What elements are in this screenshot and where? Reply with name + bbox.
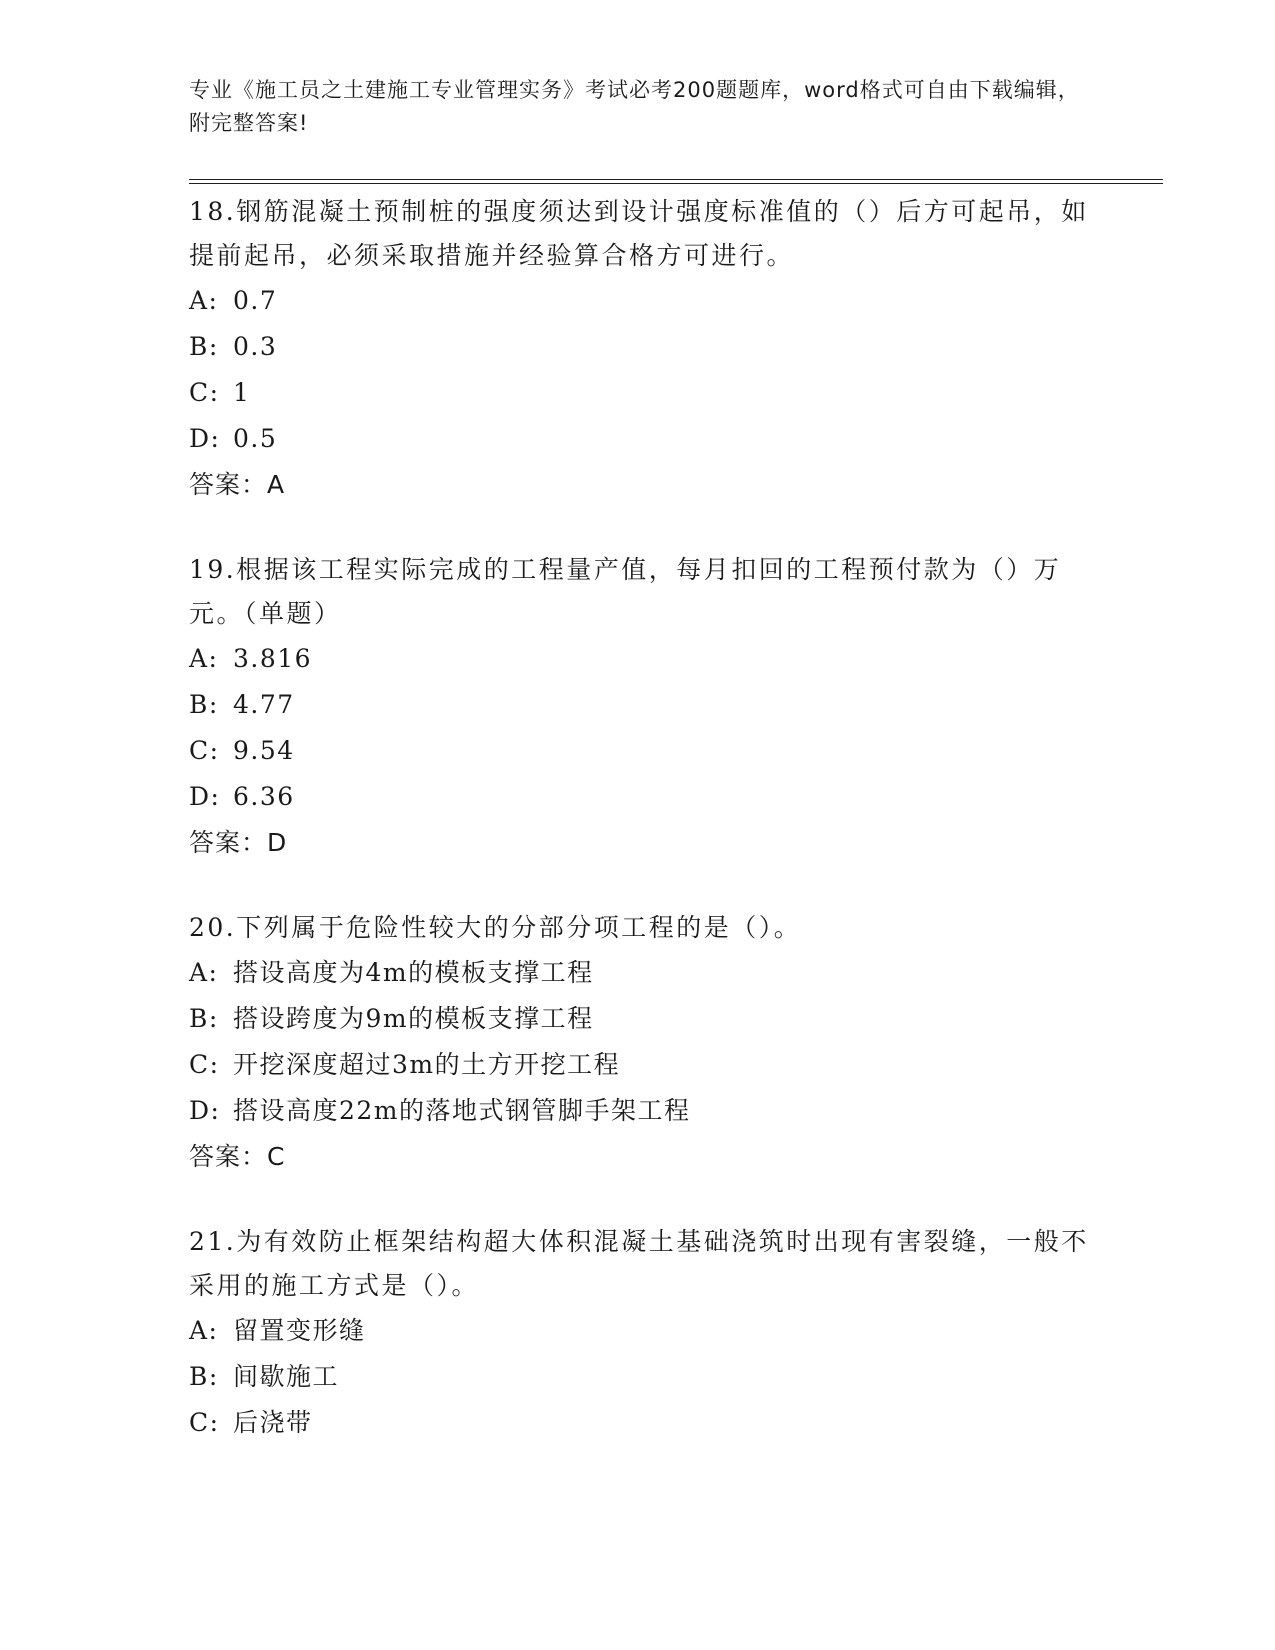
answer-line: 答案：C xyxy=(189,1142,286,1171)
option-value: 0.3 xyxy=(233,332,278,361)
option-value: 搭设跨度为9m的模板支撑工程 xyxy=(233,1004,594,1033)
question-text: 根据该工程实际完成的工程量产值，每月扣回的工程预付款为（）万元。（单题） xyxy=(189,555,1062,628)
option-key: B: xyxy=(189,690,219,719)
option-key: A: xyxy=(189,958,219,987)
option-d xyxy=(189,416,1089,462)
question-21 xyxy=(189,1220,1089,1446)
answer-line: 答案：D xyxy=(189,828,288,857)
option-b xyxy=(189,1354,1089,1400)
option-value: 后浇带 xyxy=(233,1408,313,1437)
option-value: 间歇施工 xyxy=(233,1362,340,1391)
option-d xyxy=(189,1088,1089,1134)
option-key: D: xyxy=(189,424,221,453)
option-value: 0.7 xyxy=(233,286,278,315)
option-b xyxy=(189,324,1089,370)
option-c xyxy=(189,1400,1089,1446)
question-19 xyxy=(189,548,1089,866)
option-a xyxy=(189,636,1089,682)
option-b xyxy=(189,996,1089,1042)
question-number: 19. xyxy=(189,555,237,584)
option-key: C: xyxy=(189,1408,220,1437)
option-key: A: xyxy=(189,1316,219,1345)
option-a xyxy=(189,950,1089,996)
option-c xyxy=(189,728,1089,774)
option-key: A: xyxy=(189,644,219,673)
document-header: 专业《施工员之土建施工专业管理实务》考试必考200题题库，word格式可自由下载编辑，附完整答案! xyxy=(189,78,1080,135)
option-d xyxy=(189,774,1089,820)
option-key: A: xyxy=(189,286,219,315)
option-value: 开挖深度超过3m的土方开挖工程 xyxy=(233,1050,621,1079)
option-value: 0.5 xyxy=(233,424,278,453)
header-divider-bottom xyxy=(189,183,1163,184)
option-value: 6.36 xyxy=(233,782,295,811)
option-value: 搭设高度22m的落地式钢管脚手架工程 xyxy=(233,1096,691,1125)
option-key: C: xyxy=(189,378,220,407)
question-20 xyxy=(189,906,1089,1180)
option-value: 搭设高度为4m的模板支撑工程 xyxy=(233,958,594,987)
option-a xyxy=(189,278,1089,324)
answer-line: 答案：A xyxy=(189,470,286,499)
question-stem xyxy=(189,906,1089,950)
question-text: 钢筋混凝土预制桩的强度须达到设计强度标准值的（）后方可起吊，如提前起吊，必须采取措施并经验算合格方可进行。 xyxy=(189,197,1089,270)
question-number: 20. xyxy=(189,913,237,942)
question-text: 为有效防止框架结构超大体积混凝土基础浇筑时出现有害裂缝，一般不采用的施工方式是（）。 xyxy=(189,1227,1089,1300)
option-c xyxy=(189,1042,1089,1088)
question-number: 21. xyxy=(189,1227,237,1256)
option-key: B: xyxy=(189,1004,219,1033)
question-text: 下列属于危险性较大的分部分项工程的是（）。 xyxy=(236,913,802,942)
question-list xyxy=(189,190,1089,1486)
option-key: D: xyxy=(189,782,221,811)
question-stem xyxy=(189,548,1089,636)
option-value: 4.77 xyxy=(233,690,295,719)
option-b xyxy=(189,682,1089,728)
question-number: 18. xyxy=(189,197,237,226)
question-stem xyxy=(189,190,1089,278)
option-a xyxy=(189,1308,1089,1354)
option-key: C: xyxy=(189,736,220,765)
header-divider-top xyxy=(189,179,1163,180)
option-value: 9.54 xyxy=(233,736,295,765)
option-value: 1 xyxy=(233,378,251,407)
option-key: C: xyxy=(189,1050,220,1079)
option-value: 3.816 xyxy=(233,644,313,673)
option-key: B: xyxy=(189,332,219,361)
question-stem xyxy=(189,1220,1089,1308)
option-key: B: xyxy=(189,1362,219,1391)
option-key: D: xyxy=(189,1096,221,1125)
option-value: 留置变形缝 xyxy=(233,1316,366,1345)
question-18 xyxy=(189,190,1089,508)
option-c xyxy=(189,370,1089,416)
